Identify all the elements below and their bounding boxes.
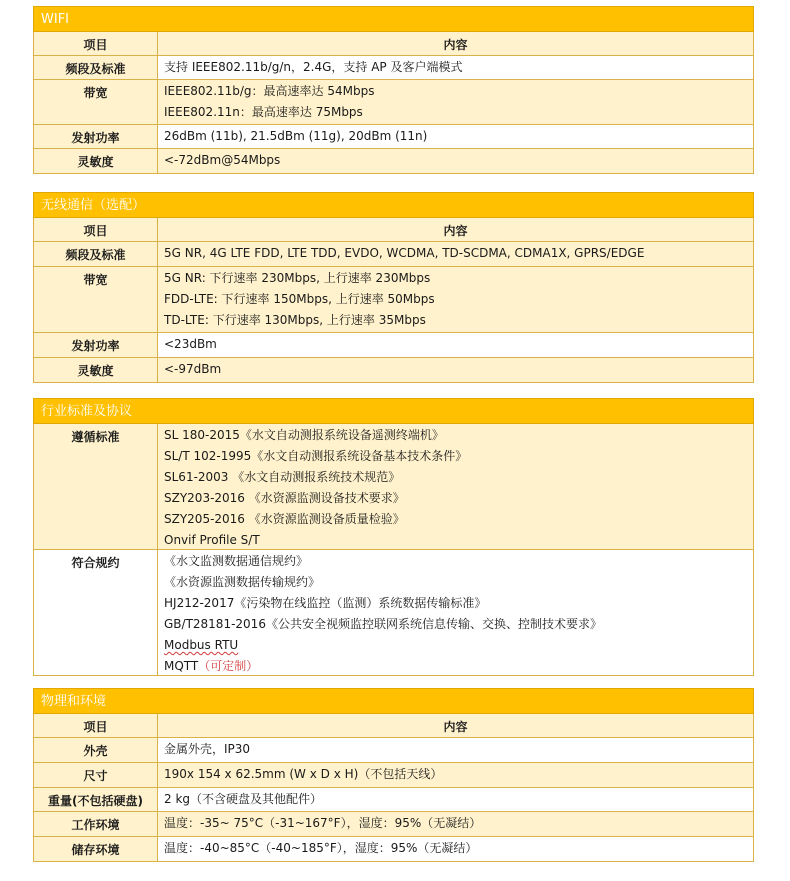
row-key: 重量(不包括硬盘) — [34, 788, 158, 811]
row-key: 发射功率 — [34, 333, 158, 357]
wireless-section — [33, 192, 754, 383]
row-key: 发射功率 — [34, 125, 158, 148]
row-value: TD-LTE: 下行速率 130Mbps, 上行速率 35Mbps — [164, 313, 426, 327]
col-content-header: 内容 — [158, 32, 753, 55]
table-header — [33, 714, 754, 738]
row-key: 灵敏度 — [34, 358, 158, 382]
row-value: <-72dBm@54Mbps — [164, 153, 281, 167]
table-row — [33, 149, 754, 174]
table-row — [33, 812, 754, 837]
col-item-header: 项目 — [34, 218, 158, 241]
table-row — [33, 56, 754, 80]
row-value: 2 kg（不含硬盘及其他配件） — [164, 792, 323, 806]
table-row — [33, 424, 754, 550]
row-value — [164, 659, 753, 680]
row-value: 金属外壳，IP30 — [164, 742, 251, 756]
wifi-section — [33, 6, 754, 174]
row-key: 外壳 — [34, 738, 158, 762]
row-value: 26dBm (11b), 21.5dBm (11g), 20dBm (11n) — [164, 129, 428, 143]
table-row — [33, 550, 754, 676]
table-row — [33, 358, 754, 383]
row-value: IEEE802.11n：最高速率达 75Mbps — [164, 105, 363, 119]
physical-section — [33, 688, 754, 862]
row-value: 温度：-40~85°C（-40~185°F），湿度：95%（无凝结） — [164, 841, 478, 855]
row-value: GB/T28181-2016《公共安全视频监控联网系统信息传输、交换、控制技术要求》 — [164, 617, 602, 631]
row-key: 工作环境 — [34, 812, 158, 836]
col-content-header: 内容 — [158, 714, 753, 737]
row-key: 遵循标准 — [34, 424, 158, 549]
row-value: Modbus RTU — [164, 638, 239, 652]
row-key: 符合规约 — [34, 550, 158, 675]
row-value: 支持 IEEE802.11b/g/n，2.4G，支持 AP 及客户端模式 — [164, 60, 463, 74]
table-row — [33, 763, 754, 788]
row-value: 《水文监测数据通信规约》 — [164, 554, 309, 568]
row-key: 频段及标准 — [34, 56, 158, 79]
table-header — [33, 32, 754, 56]
row-value: 《水资源监测数据传输规约》 — [164, 575, 321, 589]
row-key: 储存环境 — [34, 837, 158, 861]
row-value: HJ212-2017《污染物在线监控（监测）系统数据传输标准》 — [164, 596, 487, 610]
row-value: 5G NR, 4G LTE FDD, LTE TDD, EVDO, WCDMA, TD-SCDMA, CDMA1X, GPRS/EDGE — [164, 246, 645, 260]
row-key: 带宽 — [34, 80, 158, 124]
row-value: 190x 154 x 62.5mm (W x D x H)（不包括天线） — [164, 767, 443, 781]
table-row — [33, 267, 754, 333]
col-item-header: 项目 — [34, 32, 158, 55]
row-value: SZY205-2016 《水资源监测设备质量检验》 — [164, 512, 405, 526]
col-item-header: 项目 — [34, 714, 158, 737]
row-value: SL/T 102-1995《水文自动测报系统设备基本技术条件》 — [164, 449, 468, 463]
row-value: SZY203-2016 《水资源监测设备技术要求》 — [164, 491, 405, 505]
section-title: WIFI — [33, 6, 754, 32]
row-value: Onvif Profile S/T — [164, 533, 260, 547]
standards-section — [33, 398, 754, 676]
section-title: 无线通信（选配） — [33, 192, 754, 218]
row-value: 温度：-35~ 75°C（-31~167°F），湿度：95%（无凝结） — [164, 816, 482, 830]
row-value: <23dBm — [164, 337, 217, 351]
row-key: 频段及标准 — [34, 242, 158, 266]
table-header — [33, 218, 754, 242]
row-value: FDD-LTE: 下行速率 150Mbps, 上行速率 50Mbps — [164, 292, 435, 306]
table-row — [33, 788, 754, 812]
row-key: 带宽 — [34, 267, 158, 332]
table-row — [33, 125, 754, 149]
table-row — [33, 80, 754, 125]
section-title: 物理和环境 — [33, 688, 754, 714]
row-key: 灵敏度 — [34, 149, 158, 173]
col-content-header: 内容 — [158, 218, 753, 241]
customizable-note: （可定制） — [198, 659, 259, 673]
table-row — [33, 242, 754, 267]
row-key: 尺寸 — [34, 763, 158, 787]
section-title: 行业标准及协议 — [33, 398, 754, 424]
table-row — [33, 333, 754, 358]
row-value: SL61-2003 《水文自动测报系统技术规范》 — [164, 470, 401, 484]
mqtt-label: MQTT — [164, 659, 199, 673]
row-value: IEEE802.11b/g：最高速率达 54Mbps — [164, 84, 375, 98]
table-row — [33, 738, 754, 763]
row-value: <-97dBm — [164, 362, 222, 376]
row-value: SL 180-2015《水文自动测报系统设备遥测终端机》 — [164, 428, 444, 442]
row-value: 5G NR: 下行速率 230Mbps, 上行速率 230Mbps — [164, 271, 431, 285]
table-row — [33, 837, 754, 862]
